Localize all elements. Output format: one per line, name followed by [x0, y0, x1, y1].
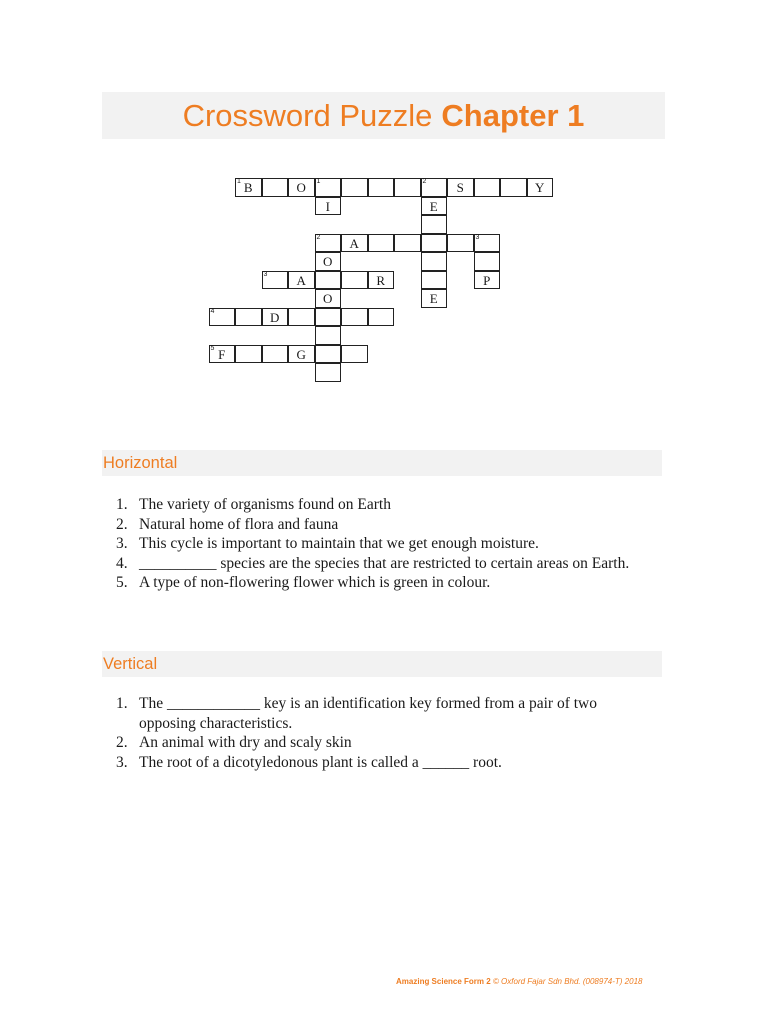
crossword-cell[interactable]	[315, 197, 342, 216]
clue-number: 1	[316, 178, 321, 185]
crossword-cell[interactable]	[262, 178, 289, 197]
cell-letter: Y	[535, 180, 545, 195]
crossword-cell[interactable]	[262, 345, 289, 364]
crossword-cell[interactable]	[474, 271, 501, 290]
crossword-cell[interactable]	[341, 271, 368, 290]
crossword-cell[interactable]	[368, 308, 395, 327]
clue-index: 2.	[116, 515, 128, 533]
crossword-cell[interactable]	[421, 197, 448, 216]
crossword-cell[interactable]	[315, 252, 342, 271]
cell-letter: D	[270, 309, 280, 325]
footer	[396, 977, 686, 986]
clue-number: 2	[316, 233, 321, 241]
vertical-clue	[112, 694, 652, 733]
crossword-cell[interactable]	[447, 178, 474, 197]
crossword-cell[interactable]	[421, 234, 448, 253]
crossword-cell[interactable]	[262, 308, 289, 327]
clue-index: 1.	[116, 695, 128, 712]
vertical-clue-list	[112, 694, 652, 772]
crossword-grid	[0, 0, 768, 400]
cell-letter: R	[376, 272, 386, 288]
crossword-cell[interactable]	[315, 308, 342, 327]
crossword-cell[interactable]	[262, 271, 289, 290]
crossword-cell[interactable]	[288, 308, 315, 327]
crossword-cell[interactable]	[315, 234, 342, 253]
crossword-cell[interactable]	[394, 178, 421, 197]
clue-index: 4.	[116, 554, 128, 572]
clue-index: 3.	[116, 753, 128, 771]
crossword-cell[interactable]	[288, 178, 315, 197]
footer-copyright: © Oxford Fajar Sdn Bhd. (008974-T) 2018	[492, 977, 643, 986]
cell-letter: G	[296, 346, 306, 362]
crossword-cell[interactable]	[394, 234, 421, 253]
crossword-cell[interactable]	[235, 345, 262, 364]
cell-letter: S	[456, 180, 464, 195]
crossword-cell[interactable]	[500, 178, 527, 197]
clue-index: 5.	[116, 574, 128, 592]
crossword-cell[interactable]	[209, 308, 236, 327]
crossword-cell[interactable]	[421, 215, 448, 234]
crossword-cell[interactable]	[341, 308, 368, 327]
crossword-cell[interactable]	[474, 252, 501, 271]
horizontal-heading: Horizontal	[102, 450, 662, 476]
cell-letter: E	[429, 198, 438, 214]
cell-letter: E	[429, 291, 438, 306]
cell-letter: P	[483, 272, 491, 288]
crossword-cell[interactable]	[368, 234, 395, 253]
clue-index: 1.	[116, 496, 128, 513]
crossword-cell[interactable]	[447, 234, 474, 253]
cell-letter: F	[218, 346, 226, 362]
crossword-cell[interactable]	[421, 178, 448, 197]
crossword-cell[interactable]	[235, 308, 262, 327]
clue-text: This cycle is important to maintain that we get enough moisture.	[139, 535, 539, 553]
crossword-cell[interactable]	[315, 345, 342, 364]
vertical-clue	[112, 733, 652, 753]
crossword-cell[interactable]	[315, 271, 342, 290]
horizontal-clue-list	[112, 495, 652, 593]
crossword-cell[interactable]	[341, 345, 368, 364]
cell-letter: A	[296, 272, 306, 288]
horizontal-clue	[112, 515, 652, 535]
clue-text: An animal with dry and scaly skin	[139, 734, 352, 752]
crossword-cell[interactable]	[421, 289, 448, 308]
cell-letter: B	[243, 180, 253, 195]
crossword-cell[interactable]	[315, 363, 342, 382]
crossword-cell[interactable]	[421, 252, 448, 271]
crossword-cell[interactable]	[288, 271, 315, 290]
crossword-cell[interactable]	[368, 178, 395, 197]
clue-number: 2	[422, 178, 427, 185]
clue-number: 5	[210, 344, 215, 352]
vertical-clue	[112, 753, 652, 773]
crossword-cell[interactable]	[341, 178, 368, 197]
clue-number: 4	[210, 307, 215, 315]
horizontal-clue	[112, 573, 652, 593]
clue-number: 1	[237, 178, 241, 185]
cell-letter: A	[349, 235, 359, 251]
cell-letter: O	[323, 254, 333, 269]
horizontal-clue	[112, 534, 652, 554]
horizontal-clue	[112, 495, 652, 515]
crossword-cell[interactable]	[288, 345, 315, 364]
clue-index: 3.	[116, 535, 128, 553]
title-chapter: Chapter 1	[441, 97, 585, 133]
clue-text: A type of non-flowering flower which is green in colour.	[139, 574, 491, 592]
clue-text: __________ species are the species that are restricted to certain areas on Earth.	[139, 554, 630, 572]
crossword-cell[interactable]	[315, 289, 342, 308]
crossword-cell[interactable]	[315, 178, 342, 197]
crossword-cell[interactable]	[235, 178, 262, 197]
crossword-cell[interactable]	[474, 234, 501, 253]
clue-number: 3	[475, 233, 480, 241]
clue-text: The root of a dicotyledonous plant is called a ______ root.	[139, 753, 502, 771]
clue-number: 3	[263, 270, 268, 278]
cell-letter: I	[325, 198, 330, 214]
clue-text: The ____________ key is an identification key formed from a pair of two opposing characteristics.	[139, 695, 597, 732]
crossword-cell[interactable]	[209, 345, 236, 364]
crossword-cell[interactable]	[474, 178, 501, 197]
title-text: Crossword Puzzle	[182, 97, 433, 133]
crossword-cell[interactable]	[421, 271, 448, 290]
horizontal-clue	[112, 554, 652, 574]
clue-text: Natural home of flora and fauna	[139, 515, 339, 533]
clue-index: 2.	[116, 734, 128, 752]
crossword-cell[interactable]	[368, 271, 395, 290]
crossword-cell[interactable]	[315, 326, 342, 345]
cell-letter: O	[323, 291, 333, 306]
crossword-cell[interactable]	[527, 178, 554, 197]
cell-letter: O	[296, 180, 306, 195]
footer-book: Amazing Science Form 2	[396, 977, 491, 986]
clue-text: The variety of organisms found on Earth	[139, 496, 391, 513]
crossword-cell[interactable]	[341, 234, 368, 253]
vertical-heading: Vertical	[102, 651, 662, 677]
